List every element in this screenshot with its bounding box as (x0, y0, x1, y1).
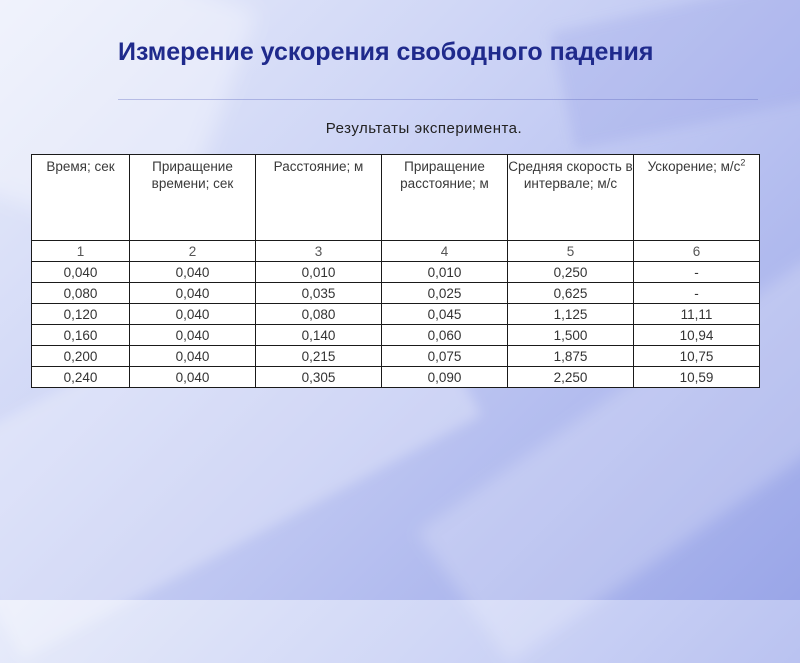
table-cell: - (634, 283, 760, 304)
header-distance (256, 155, 382, 241)
table-cell: 0,010 (256, 262, 382, 283)
table-cell: 0,040 (130, 367, 256, 388)
table-cell: 0,040 (32, 262, 130, 283)
table-cell: 0,080 (32, 283, 130, 304)
header-distance-increment-label: Приращение расстояние; м (400, 159, 489, 191)
table-cell: 0,025 (382, 283, 508, 304)
header-average-speed (508, 155, 634, 241)
table-cell: 0,035 (256, 283, 382, 304)
table-cell: 0,090 (382, 367, 508, 388)
table-cell: 10,75 (634, 346, 760, 367)
table-cell: 0,060 (382, 325, 508, 346)
table-cell: 0,625 (508, 283, 634, 304)
results-table-container (31, 154, 760, 388)
column-number: 6 (634, 241, 760, 262)
column-number: 4 (382, 241, 508, 262)
header-time (32, 155, 130, 241)
table-cell: 0,075 (382, 346, 508, 367)
table-cell: 0,040 (130, 346, 256, 367)
table-cell: 0,045 (382, 304, 508, 325)
table-row (32, 283, 760, 304)
table-header-row (32, 155, 760, 241)
table-cell: 0,305 (256, 367, 382, 388)
header-acceleration (634, 155, 760, 241)
table-cell: 0,040 (130, 283, 256, 304)
table-cell: 0,040 (130, 304, 256, 325)
title-divider (118, 99, 758, 100)
table-cell: 0,160 (32, 325, 130, 346)
table-cell: 10,59 (634, 367, 760, 388)
header-distance-increment (382, 155, 508, 241)
table-row (32, 304, 760, 325)
table-row (32, 325, 760, 346)
table-cell: 0,250 (508, 262, 634, 283)
table-row (32, 367, 760, 388)
table-cell: 1,500 (508, 325, 634, 346)
table-row (32, 262, 760, 283)
column-number: 1 (32, 241, 130, 262)
header-distance-label: Расстояние; м (273, 159, 364, 174)
table-cell: 2,250 (508, 367, 634, 388)
table-cell: 0,010 (382, 262, 508, 283)
table-cell: 1,875 (508, 346, 634, 367)
table-cell: 0,215 (256, 346, 382, 367)
column-number: 2 (130, 241, 256, 262)
table-cell: 0,140 (256, 325, 382, 346)
results-table (31, 154, 760, 388)
table-cell: 11,11 (634, 304, 760, 325)
header-time-increment-label: Приращение времени; сек (151, 159, 234, 191)
table-row (32, 346, 760, 367)
table-cell: - (634, 262, 760, 283)
table-cell: 0,200 (32, 346, 130, 367)
slide-title: Измерение ускорения свободного падения (118, 38, 654, 66)
header-time-label: Время; сек (46, 159, 115, 174)
column-number: 5 (508, 241, 634, 262)
table-cell: 1,125 (508, 304, 634, 325)
unit-superscript: 2 (740, 157, 746, 168)
table-cell: 0,040 (130, 325, 256, 346)
column-number-row (32, 241, 760, 262)
header-time-increment (130, 155, 256, 241)
table-cell: 0,080 (256, 304, 382, 325)
table-caption: Результаты эксперимента. (325, 120, 523, 137)
header-average-speed-label: Средняя скорость в интервале; м/с (508, 159, 633, 191)
table-cell: 0,240 (32, 367, 130, 388)
column-number: 3 (256, 241, 382, 262)
table-cell: 10,94 (634, 325, 760, 346)
table-cell: 0,120 (32, 304, 130, 325)
header-acceleration-label: Ускорение; м/с (647, 159, 741, 174)
table-cell: 0,040 (130, 262, 256, 283)
